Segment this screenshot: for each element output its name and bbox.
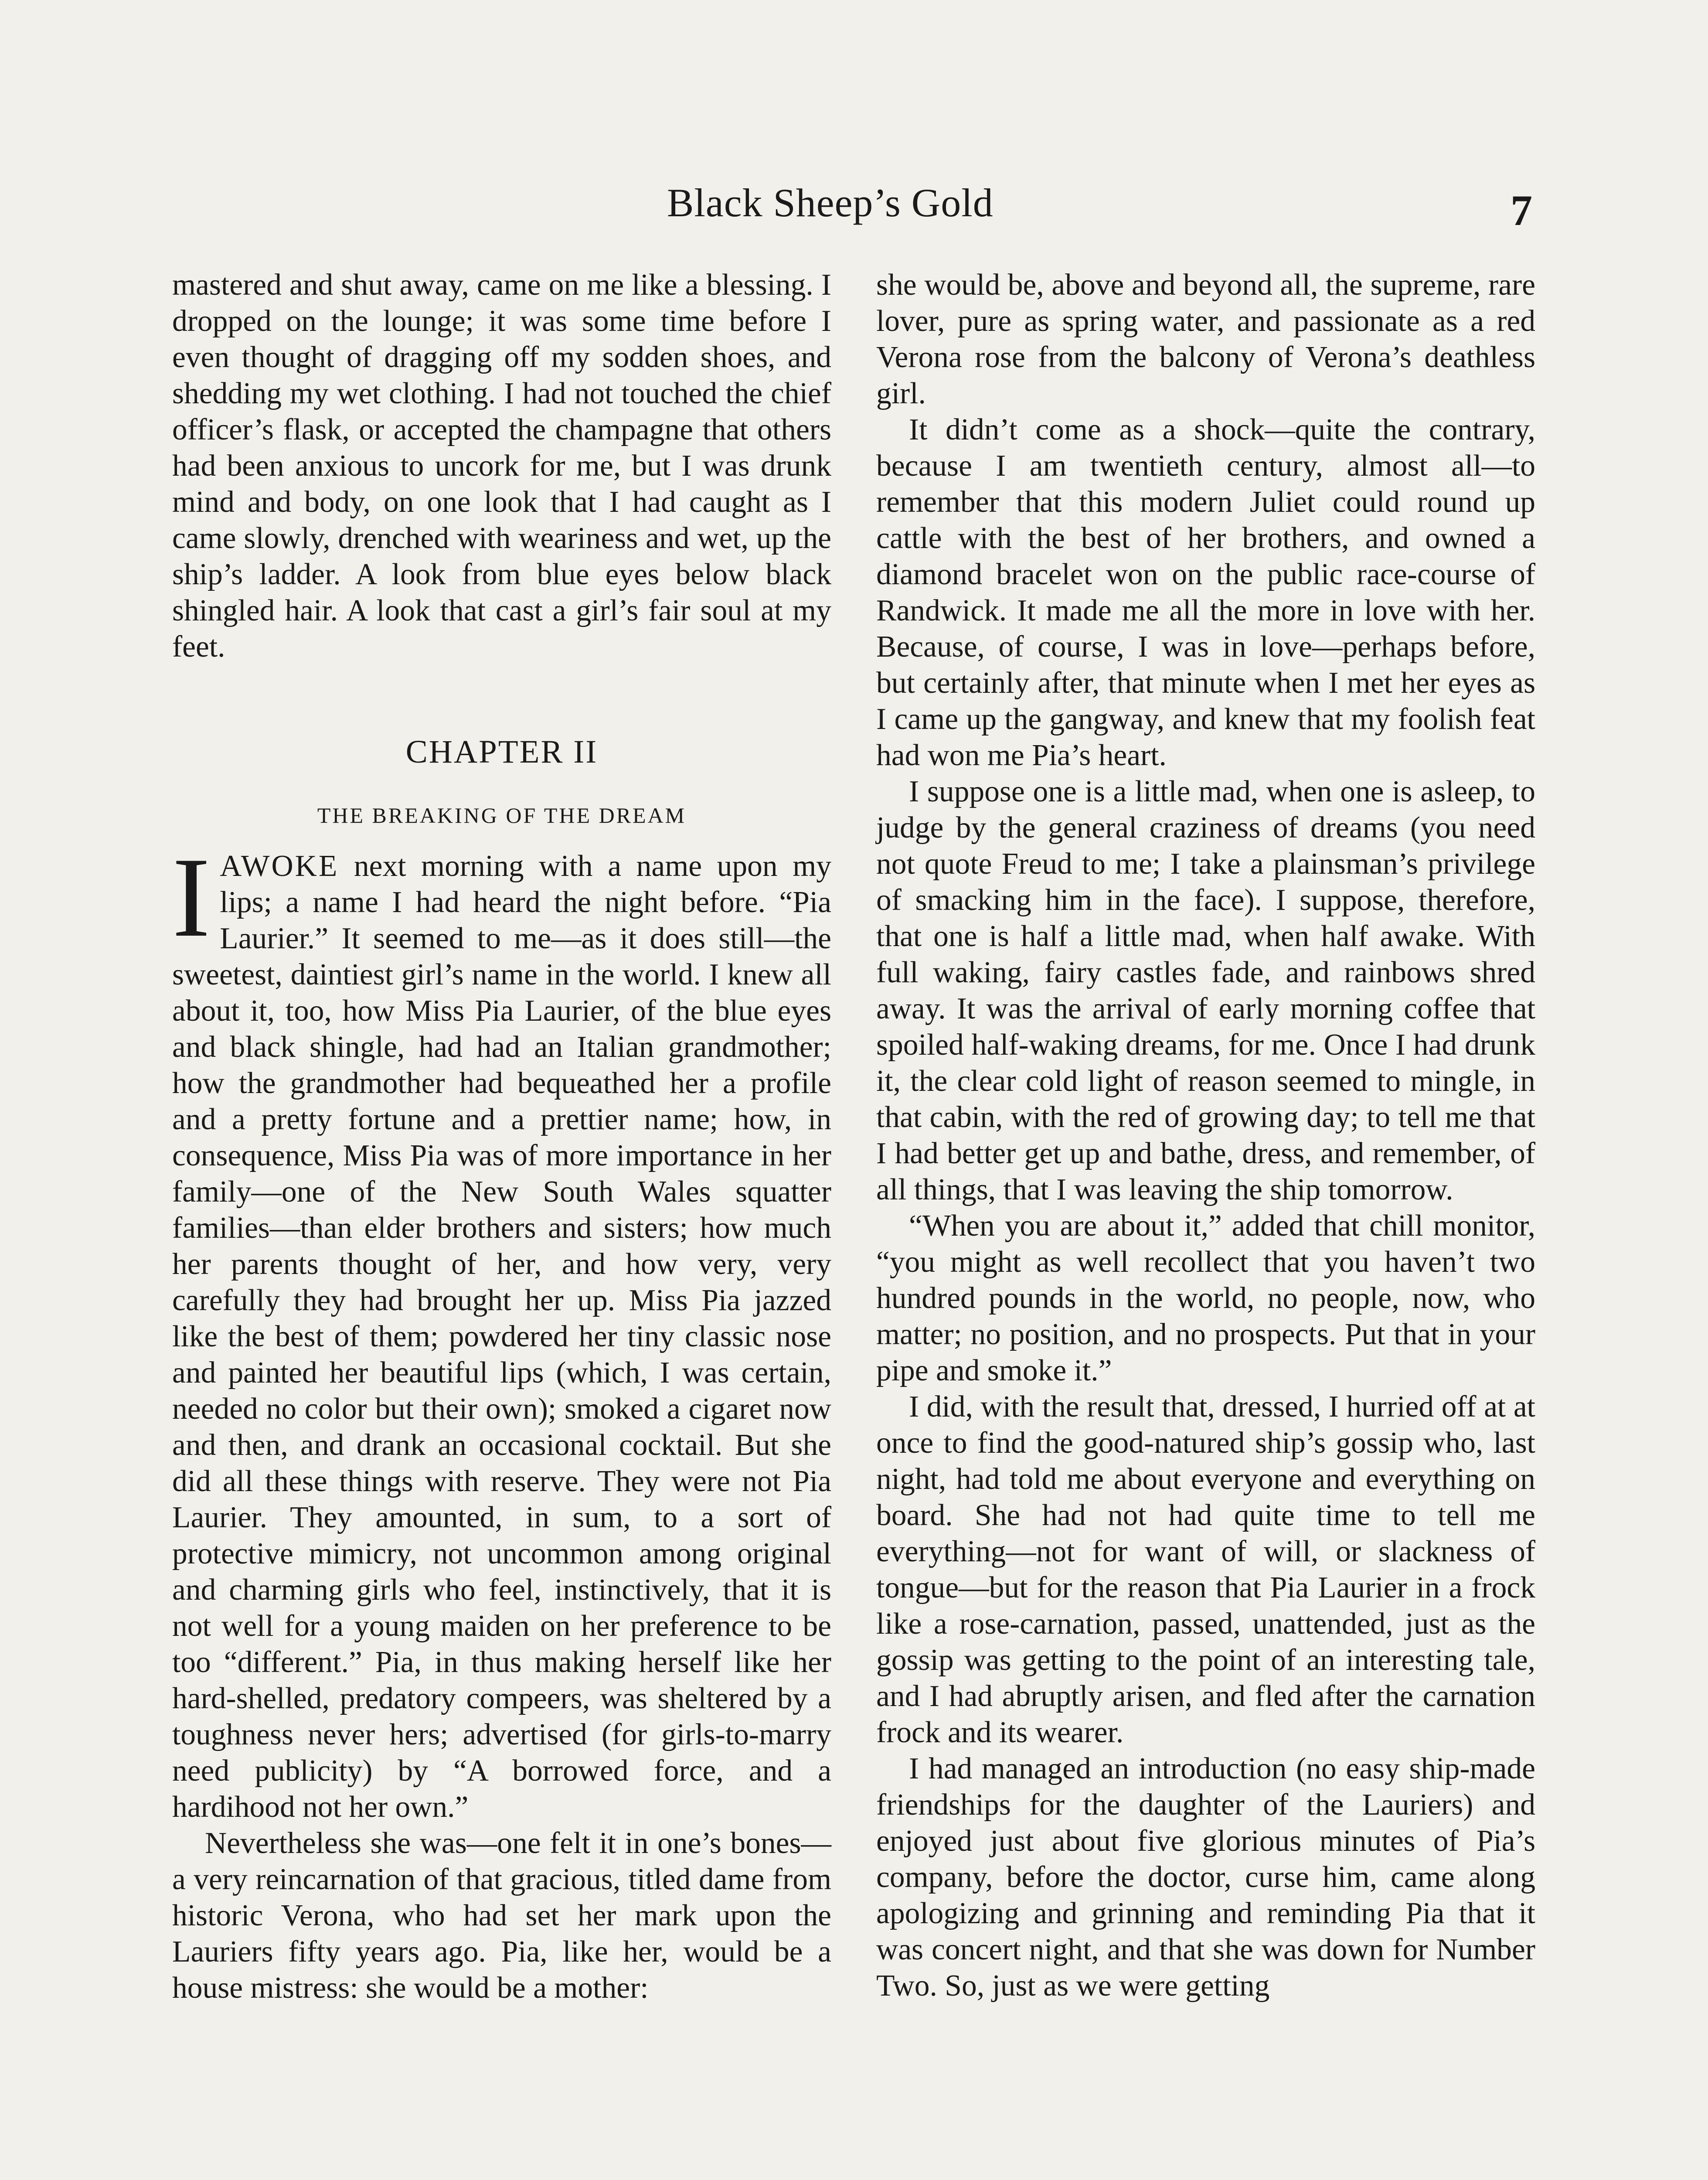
paragraph-text: next morning with a name upon my lips; a name I had heard the night before. “Pia Laurier.” It seemed to me—as it does still—the sweetest, daintiest girl’s name in the world. I knew all about it, too, how Miss Pia Laurier, of the blue eyes and black shingle, had had an Italian grandmother; how the grandmother had bequeathed her a profile and a pretty fortune and a prettier name; how, in consequence, Miss Pia was of more importance in her family—one of the New South Wales squatter families—than elder brothers and sisters; how much her parents thought of her, and how very, very carefully they had brought her up. Miss Pia jazzed like the best of them; powdered her tiny classic nose and painted her beautiful lips (which, I was certain, needed no color but their own); smoked a cigaret now and then, and drank an occasional cocktail. But she did all these things with reserve. They were not Pia Laurier. They amounted, in sum, to a sort of protective mimicry, not uncommon among original and charming girls who feel, instinctively, that it is not well for a young maiden on her preference to be too “different.” Pia, in thus making herself like her hard-shelled, predatory compeers, was sheltered by a toughness never hers; advertised (for girls-to-marry need publicity) by “A borrowed force, and a hardihood not her own.” [172, 849, 831, 1824]
chapter-opening-paragraph [172, 834, 831, 1825]
running-title: Black Sheep’s Gold [667, 181, 993, 225]
paragraph: mastered and shut away, came on me like a blessing. I dropped on the lounge; it was some time before I even thought of dragging off my sodden shoes, and shedding my wet clothing. I had not touched the chief officer’s flask, or accepted the champagne that others had been anxious to uncork for me, but I was drunk mind and body, on one look that I had caught as I came slowly, drenched with weariness and wet, up the ship’s ladder. A look from blue eyes below black shingled hair. A look that cast a girl’s fair soul at my feet. [172, 268, 831, 664]
paragraph: I had managed an introduction (no easy ship-made friendships for the daughter of the Lauriers) and enjoyed just about five glorious minutes of Pia’s company, before the doctor, curse him, came along apologizing and grinning and reminding Pia that it was concert night, and that she was down for Number Two. So, just as we were getting [876, 1752, 1535, 2003]
chapter-heading: CHAPTER II [405, 734, 598, 770]
paragraph: I did, with the result that, dressed, I hurried off at at once to find the good-natured ship’s gossip who, last night, had told me about everyone and everything on board. She had not had quite time to tell me everything—not for want of will, or slackness of tongue—but for the reason that Pia Laurier in a frock like a rose-carnation, passed, unattended, just as the gossip was getting to the point of an interesting tale, and I had abruptly arisen, and fled after the carnation frock and its wearer. [876, 1390, 1535, 1749]
paragraph: It didn’t come as a shock—quite the contrary, because I am twentieth century, almost all—to remember that this modern Juliet could round up cattle with the best of her brothers, and owned a diamond bracelet won on the public race-course of Randwick. It made me all the more in love with her. Because, of course, I was in love—perhaps before, but certainly after, that minute when I met her eyes as I came up the gangway, and knew that my foolish feat had won me Pia’s heart. [876, 413, 1535, 772]
left-column [172, 267, 831, 2006]
right-column [876, 267, 1535, 2004]
paragraph: she would be, above and beyond all, the supreme, rare lover, pure as spring water, and passionate as a red Verona rose from the balcony of Verona’s deathless girl. [876, 268, 1535, 410]
chapter-subtitle: THE BREAKING OF THE DREAM [317, 803, 687, 828]
drop-cap: I [172, 834, 211, 961]
paragraph: Nevertheless she was—one felt it in one’s bones—a very reincarnation of that gracious, titled dame from historic Verona, who had set her mark upon the Lauriers fifty years ago. Pia, like her, would be a house mistress: she would be a mother: [172, 1826, 831, 2005]
page-header [0, 177, 1708, 233]
paragraph: I suppose one is a little mad, when one is asleep, to judge by the general craziness of dreams (you need not quote Freud to me; I take a plainsman’s privilege of smacking him in the face). I suppose, therefore, that one is half a little mad, when half awake. With full waking, fairy castles fade, and rainbows shred away. It was the arrival of early morning coffee that spoiled half-waking dreams, for me. Once I had drunk it, the clear cold light of reason seemed to mingle, in that cabin, with the red of growing day; to tell me that I had better get up and bathe, dress, and remember, of all things, that I was leaving the ship tomorrow. [876, 775, 1535, 1206]
page-number: 7 [1511, 186, 1532, 235]
lead-word: AWOKE [220, 849, 339, 883]
paragraph: “When you are about it,” added that chill monitor, “you might as well recollect that you haven’t two hundred pounds in the world, no people, now, who matter; no position, and no prospects. Put that in your pipe and smoke it.” [876, 1209, 1535, 1387]
